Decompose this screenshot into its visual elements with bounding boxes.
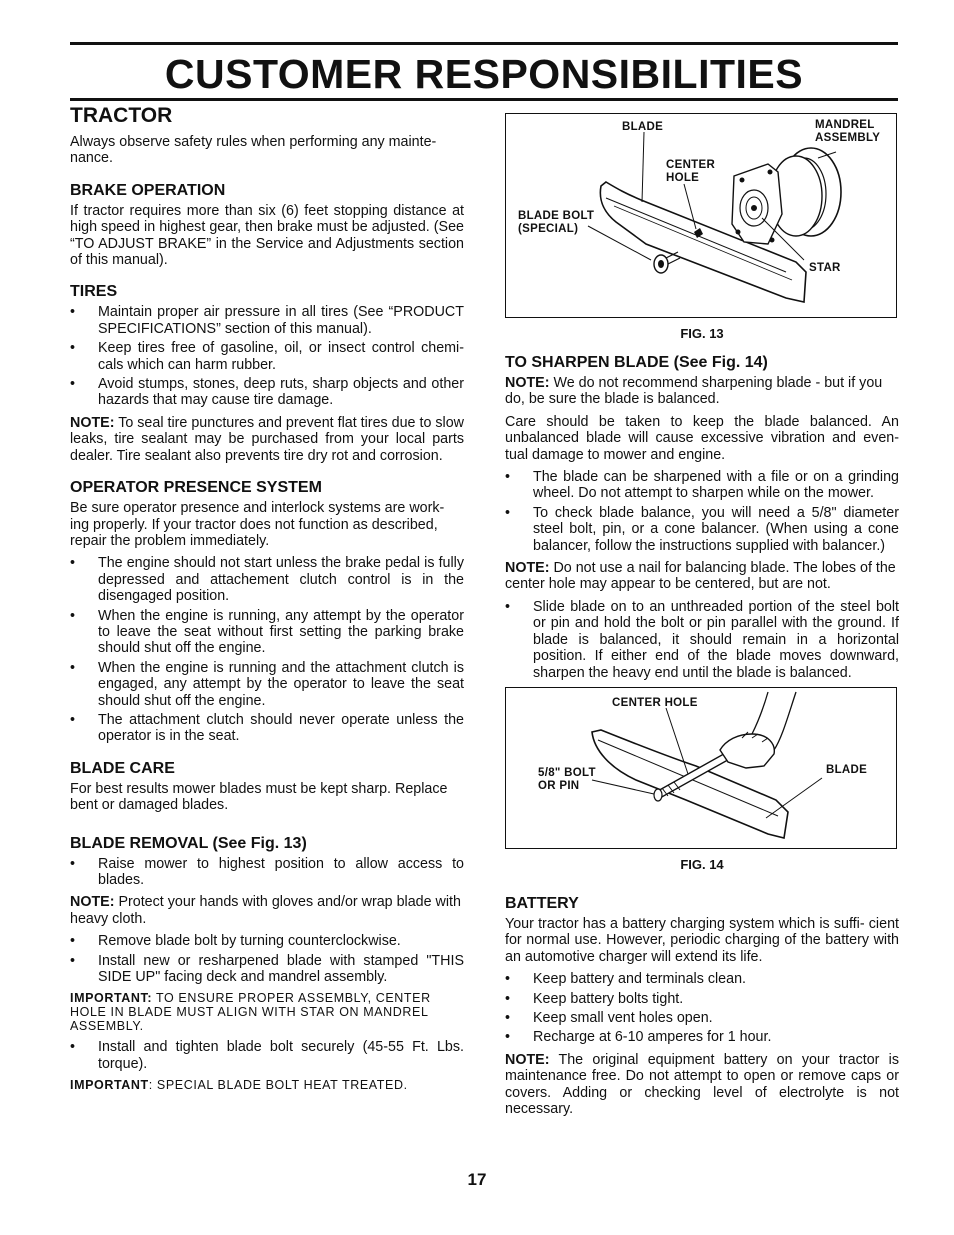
note-text: To seal tire punctures and prevent flat tires due to slow leaks, tire sealant may be purchased from your local parts dealer. Tire sealant also prevents tire dry rot and corrosion.: [70, 414, 464, 464]
blade-removal-heading: BLADE REMOVAL (See Fig. 13): [70, 834, 307, 852]
fig13-caption: FIG. 13: [680, 326, 724, 341]
bullet: •: [505, 1009, 511, 1026]
list-item: [70, 340, 464, 373]
brake-heading: BRAKE OPERATION: [70, 181, 226, 199]
balance-list: [505, 599, 899, 681]
list-item: [70, 608, 464, 657]
list-item: [505, 505, 899, 554]
left-column: [70, 100, 464, 1098]
bullet: •: [505, 598, 511, 615]
ops-heading: OPERATOR PRESENCE SYSTEM: [70, 479, 322, 497]
list-item-text: Keep tires free of gasoline, oil, or insect control chemi- cals which can harm rubber.: [98, 340, 464, 373]
bullet: •: [70, 659, 76, 676]
fig13-label-star: STAR: [809, 262, 841, 274]
bullet: •: [505, 504, 511, 521]
bullet: •: [70, 340, 76, 357]
sharpen-note: [505, 375, 899, 408]
blade-care-heading: BLADE CARE: [70, 759, 175, 777]
figure-14: [505, 687, 897, 849]
important-label: IMPORTANT: [70, 1078, 149, 1093]
bullet: •: [70, 555, 76, 572]
fig13-label-blade-bolt: BLADE BOLT (SPECIAL): [518, 210, 595, 235]
list-item-text: Remove blade bolt by turning counterclockwise.: [98, 933, 401, 950]
bullet: •: [70, 304, 76, 321]
list-item-text: Install and tighten blade bolt securely (45-55 Ft. Lbs. torque).: [98, 1039, 464, 1072]
note-label: NOTE:: [505, 375, 550, 391]
battery-note: [505, 1052, 899, 1118]
blade-removal-note: [70, 894, 464, 927]
blade-removal-list: [70, 856, 464, 889]
fig14-label-blade: BLADE: [826, 763, 868, 776]
list-item-text: Raise mower to highest position to allow access to blades.: [98, 855, 464, 888]
list-item: [505, 971, 899, 987]
note-label: NOTE:: [505, 1051, 550, 1068]
list-item: [70, 304, 464, 337]
list-item: [505, 1010, 899, 1026]
bullet: •: [505, 971, 511, 988]
battery-heading: BATTERY: [505, 894, 579, 912]
list-item-text: The attachment clutch should never operate unless the operator is in the seat.: [98, 711, 464, 745]
tires-list: [70, 304, 464, 408]
bullet: •: [70, 711, 76, 728]
list-item-text: When the engine is running, any attempt by the operator to leave the seat without first setting the parking brake should shut off the engine.: [98, 607, 464, 657]
important-label: IMPORTANT:: [70, 991, 153, 1006]
important-note-2: [70, 1078, 464, 1092]
note-label: NOTE:: [505, 560, 550, 577]
page-title: CUSTOMER RESPONSIBILITIES: [164, 51, 804, 97]
blade-removal-list-2: [70, 933, 464, 985]
tires-note: [70, 415, 464, 464]
list-item-text: Maintain proper air pressure in all tires (See “PRODUCT SPECIFICATIONS” section of this manual).: [98, 304, 464, 337]
battery-list: [505, 971, 899, 1046]
blade-care-text: For best results mower blades must be kept sharp. Replace bent or damaged blades.: [70, 780, 448, 814]
list-item: [70, 953, 464, 986]
list-item: [505, 469, 899, 502]
note-text: We do not recommend sharpening blade - but if you do, be sure the blade is balanced.: [505, 375, 883, 408]
sharpen-text: Care should be taken to keep the blade balanced. An unbalanced blade will cause excessive vibration and even- tual damage to mower and engine.: [505, 413, 899, 463]
blade-removal-list-3: [70, 1039, 464, 1072]
fig13-label-center-hole: CENTER HOLE: [666, 159, 716, 184]
important-text: TO ENSURE PROPER ASSEMBLY, CENTER HOLE IN BLADE MUST ALIGN WITH STAR ON MANDREL ASSEMBLY.: [70, 991, 431, 1034]
list-item-text: Keep battery bolts tight.: [533, 990, 684, 1007]
bullet: •: [70, 855, 76, 872]
figure-13: [505, 113, 897, 318]
balance-note: [505, 560, 899, 593]
list-item: [505, 1029, 899, 1045]
important-text: : SPECIAL BLADE BOLT HEAT TREATED.: [148, 1078, 408, 1093]
brake-text: If tractor requires more than six (6) feet stopping distance at high speed in highest gear, then brake must be adjusted. (See “TO ADJUST BRAKE” in the Service and Adjustments section of this manual).: [70, 202, 464, 269]
ops-text: Be sure operator presence and interlock systems are work- ing properly. If your tractor does not function as described, repair the problem immediately.: [70, 500, 445, 549]
note-text: Do not use a nail for balancing blade. The lobes of the center hole may appear to be centered, but are not.: [505, 560, 896, 593]
fig14-label-bolt: 5/8" BOLT OR PIN: [538, 766, 596, 792]
list-item-text: Keep small vent holes open.: [533, 1009, 713, 1026]
list-item-text: Slide blade on to an unthreaded portion of the steel bolt or pin and hold the bolt or pin parallel with the ground. If blade is balanced, it should remain in a horizontal position. If either end of the blade moves downward, sharpen the heavy end until the blade is balanced.: [533, 598, 899, 681]
bullet: •: [505, 990, 511, 1007]
fig14-label-center-hole: CENTER HOLE: [612, 696, 698, 709]
list-item-text: When the engine is running and the attachment clutch is engaged, any attempt by the operator to leave the seat should shut off the engine.: [98, 659, 464, 709]
note-label: NOTE:: [70, 894, 115, 911]
fig14-caption: FIG. 14: [680, 856, 724, 872]
bullet: •: [70, 607, 76, 624]
list-item: [70, 856, 464, 889]
important-note-1: [70, 991, 464, 1033]
list-item: [70, 376, 464, 409]
bullet: •: [70, 376, 76, 393]
list-item-text: Install new or resharpened blade with stamped "THIS SIDE UP" facing deck and mandrel assembly.: [98, 952, 464, 986]
note-text: Protect your hands with gloves and/or wrap blade with heavy cloth.: [70, 894, 461, 927]
list-item: [70, 712, 464, 745]
bullet: •: [70, 952, 76, 969]
list-item-text: Keep battery and terminals clean.: [533, 971, 746, 988]
battery-text: Your tractor has a battery charging system which is suffi- cient for normal use. However, periodic charging of the battery with an automotive charger will extend its life.: [505, 915, 899, 965]
bullet: •: [70, 1039, 76, 1056]
ops-list: [70, 555, 464, 744]
sharpen-list: [505, 469, 899, 554]
list-item-text: Avoid stumps, stones, deep ruts, sharp objects and other hazards that may cause tire damage.: [98, 376, 464, 409]
list-item: [70, 1039, 464, 1072]
fig13-label-mandrel: MANDREL ASSEMBLY: [815, 119, 881, 144]
tires-heading: TIRES: [70, 283, 118, 301]
note-label: NOTE:: [70, 414, 115, 431]
list-item-text: The engine should not start unless the brake pedal is fully depressed and attachement clutch control is in the disengaged position.: [98, 555, 464, 605]
list-item: [70, 555, 464, 604]
fig13-label-blade: BLADE: [622, 121, 664, 133]
list-item: [70, 660, 464, 709]
bullet: •: [505, 1029, 511, 1046]
list-item-text: To check blade balance, you will need a 5/8" diameter steel bolt, pin, or a cone balancer. (When using a cone balancer, follow the instructions supplied with balancer.): [533, 504, 899, 554]
list-item-text: Recharge at 6-10 amperes for 1 hour.: [533, 1029, 772, 1046]
bullet: •: [70, 933, 76, 950]
tractor-heading: TRACTOR: [70, 104, 173, 127]
top-rule: [70, 42, 898, 45]
bullet: •: [505, 469, 511, 486]
right-column: [505, 113, 899, 1123]
list-item: [505, 991, 899, 1007]
tractor-intro: Always observe safety rules when performing any mainte- nance.: [70, 134, 437, 167]
list-item: [70, 933, 464, 949]
list-item: [505, 599, 899, 681]
page-number: 17: [467, 1170, 487, 1189]
sharpen-heading: TO SHARPEN BLADE (See Fig. 14): [505, 354, 768, 371]
note-text: The original equipment battery on your tractor is maintenance free. Do not attempt to open or remove caps or covers. Adding or checking level of electrolyte is not necessary.: [505, 1051, 899, 1117]
list-item-text: The blade can be sharpened with a file or on a grinding wheel. Do not attempt to sharpen while on the mower.: [533, 469, 899, 502]
